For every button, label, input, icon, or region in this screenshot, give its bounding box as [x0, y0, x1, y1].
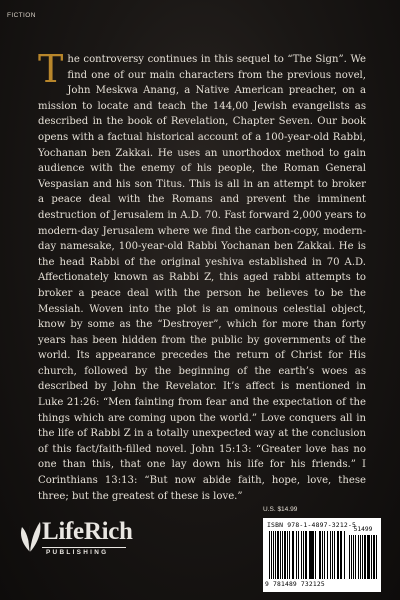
description-text: he controversy continues in this sequel to “The Sign”. We find one of our main characters from the previous novel, John Meskwa Anang, a Native American preacher, on a mission to locate and teach the 144,00 Jewish evangelists as described in the book of Revelation, Chapter Seven. Our book opens with a factual historical account of a 100-year-old Rabbi, Yochanan ben Zakkai. He uses an unorthodox method to gain audience with the enemy of his people, the Roman General Vespasian and his son Titus. This is all in an attempt to broker a peace deal with the Romans and prevent the imminent destruction of Jerusalem in A.D. 70. Fast forward 2,000 years to modern-day Jerusalem where we find the carbon-copy, modern-day namesake, 100-year-old Rabbi Yochanan ben Zakkai. He is the head Rabbi of the original yeshiva established in 70 A.D. Affectionately known as Rabbi Z, this aged rabbi attempts to broker a peace deal with the person he believes to be the Messiah. Woven into the plot is an ominous celestial object, know by some as the “Destroyer”, which for more than forty years has been hidden from the public by governments of the world. Its appearance precedes the return of Christ for His church, followed by the beginning of the earth’s woes as described by John the Revelator. It’s affect is mentioned in Luke 21:26: “Men fainting from fear and the expectation of the things which are coming upon the world.” Love conquers all in the life of Rabbi Z in a totally unexpected way at the conclusion of this fact/faith-filled novel. John 15:13: “Greater love has no one than this, that one lay down his life for his friends.” I Corinthians 13:13: “But now abide faith, hope, love, these three; but the greatest of these is love.”: [38, 54, 366, 502]
leaf-icon: [18, 519, 42, 553]
drop-cap: T: [38, 47, 64, 91]
barcode: [263, 518, 381, 592]
publisher-name: LifeRich: [42, 518, 133, 545]
barcode-bars: [269, 531, 345, 579]
publisher-subtitle: PUBLISHING: [46, 549, 109, 556]
price-label: U.S. $14.99: [263, 506, 298, 513]
barcode-addon-digits: 51499: [353, 526, 373, 533]
isbn-text: ISBN 978-1-4897-3212-5: [267, 521, 357, 529]
barcode-gap: [344, 531, 345, 579]
book-description: [38, 47, 366, 504]
ean-digits: 9 781489 732125: [265, 581, 325, 588]
barcode-addon-bars: [349, 535, 377, 579]
logo-divider: [42, 547, 126, 548]
barcode-bar: [376, 535, 377, 579]
publisher-logo: [18, 516, 133, 574]
genre-label: FICTION: [7, 12, 36, 19]
